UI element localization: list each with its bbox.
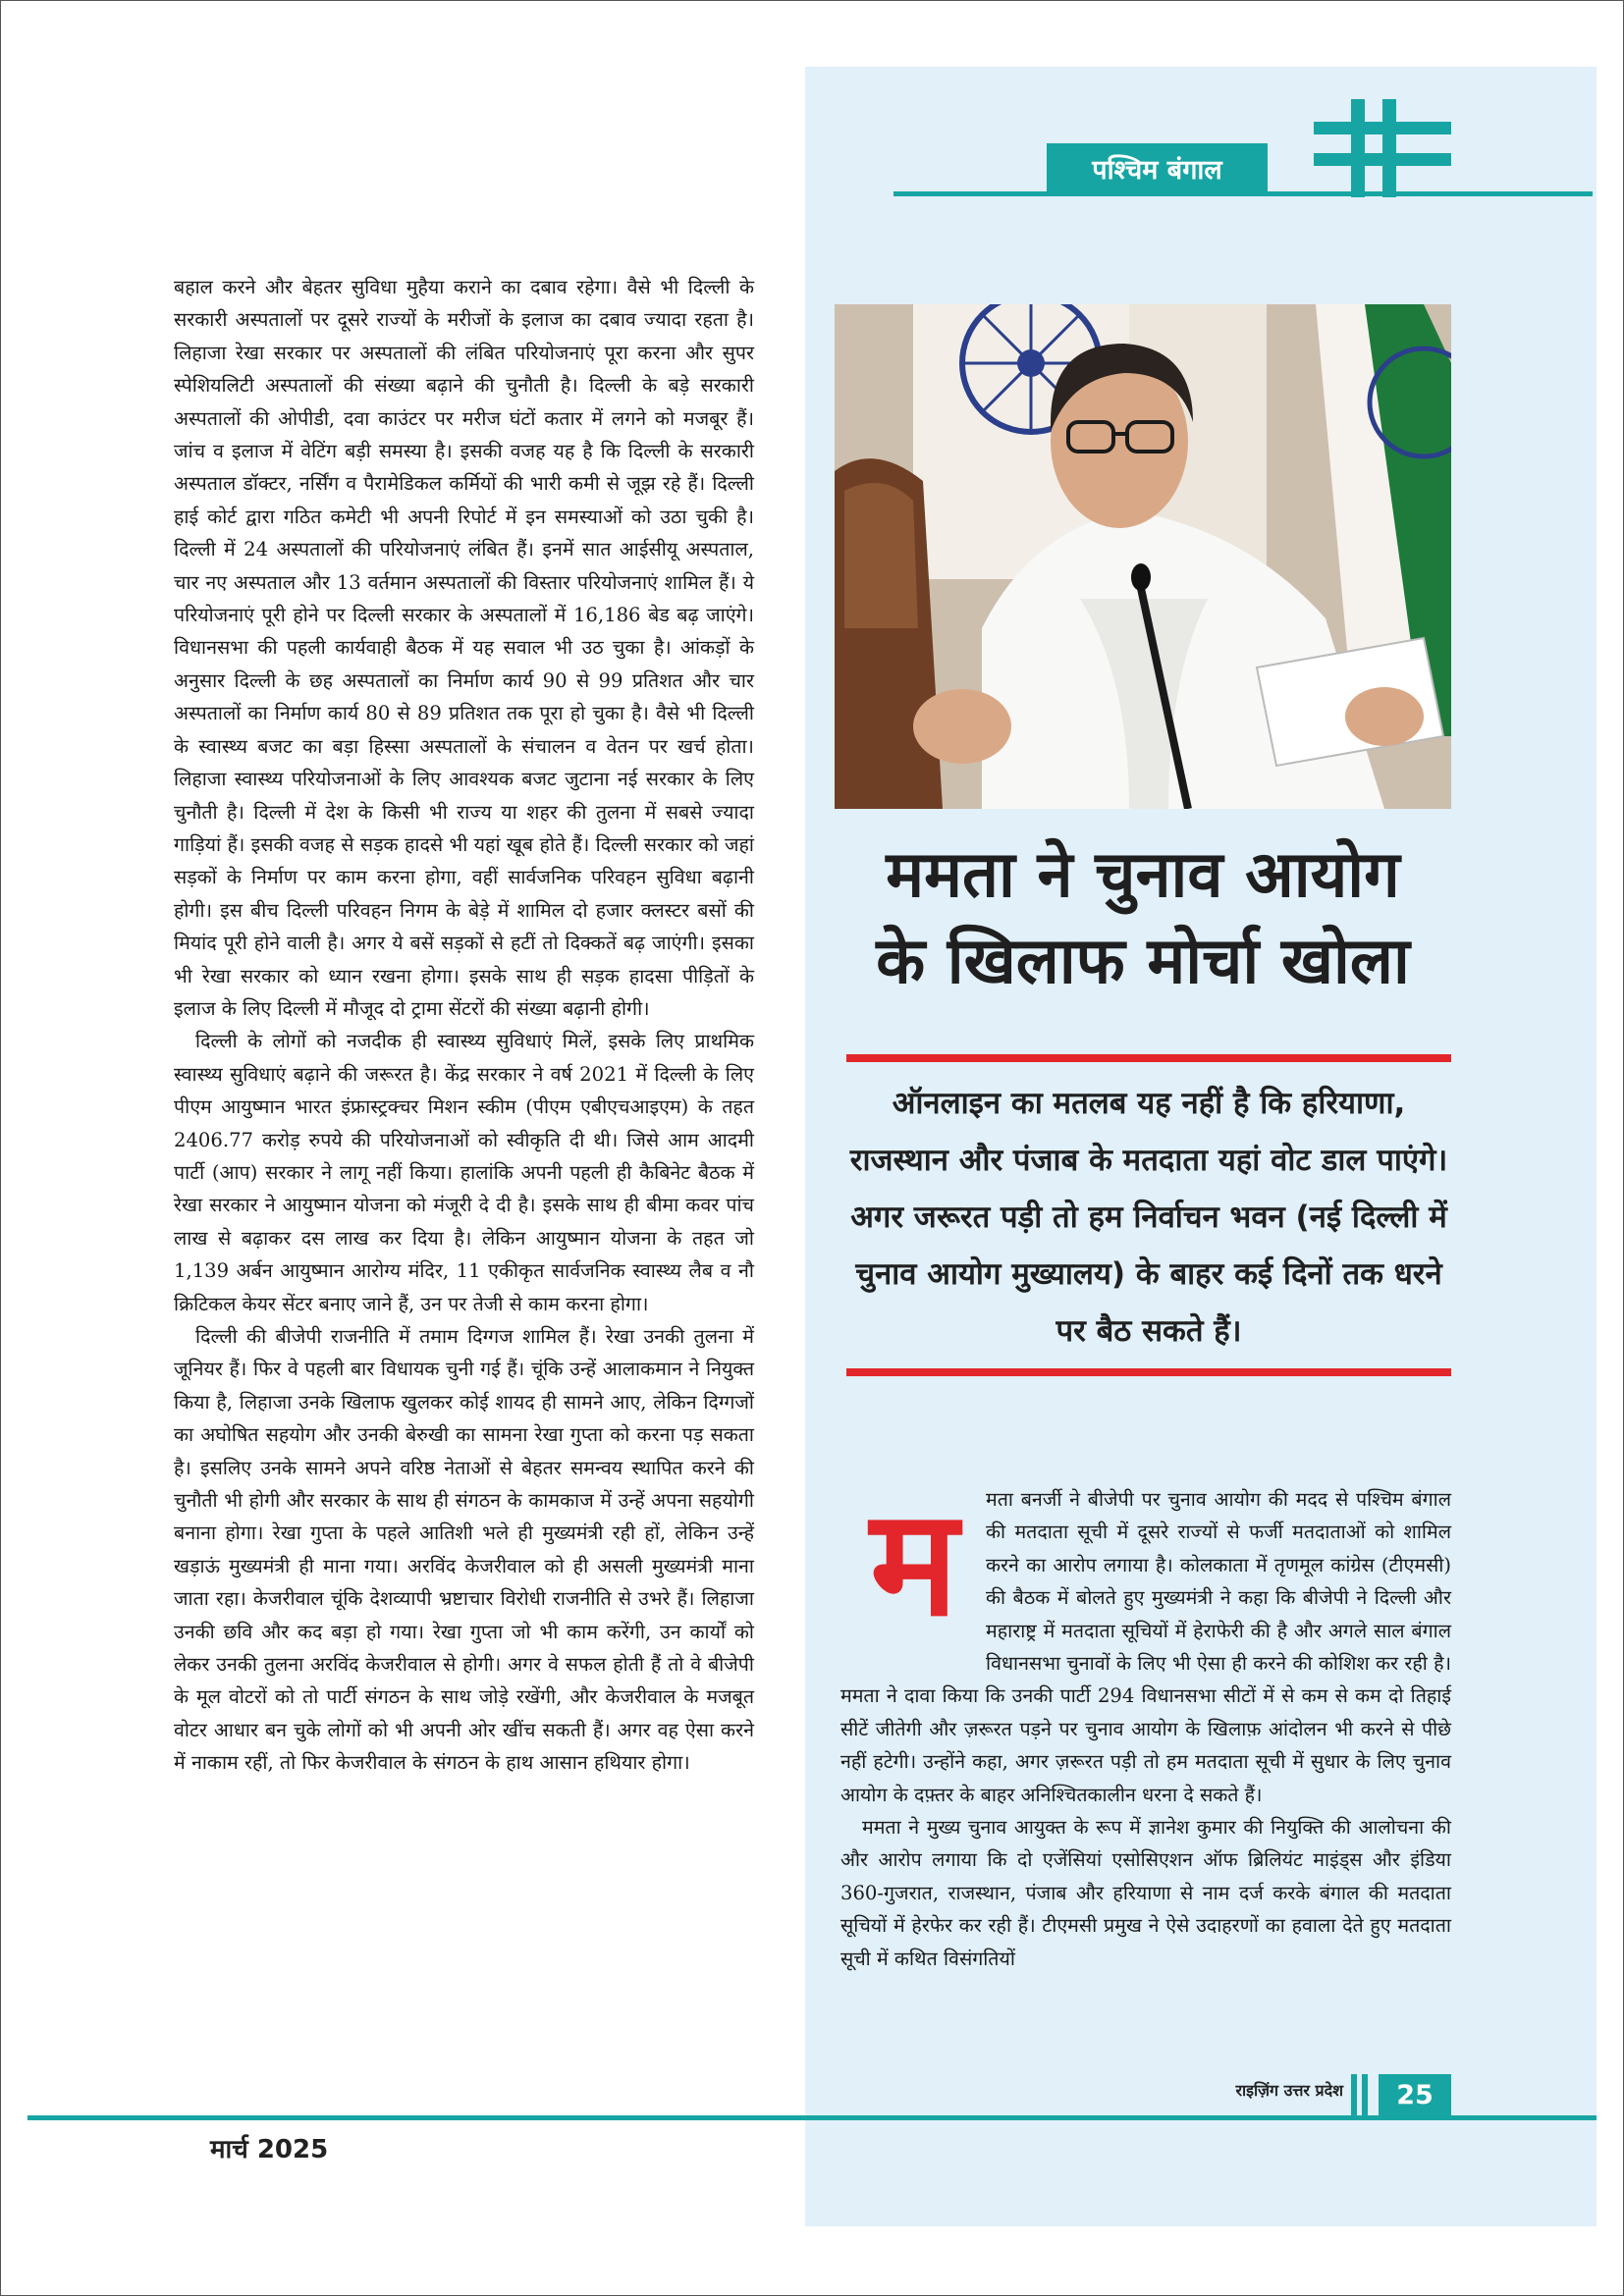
page-number-accent-bars	[1351, 2074, 1371, 2115]
article-headline	[831, 832, 1455, 1005]
left-paragraph: बहाल करने और बेहतर सुविधा मुहैया कराने का दबाव रहेगा। वैसे भी दिल्ली के सरकारी अस्पतालों पर दूसरे राज्यों के मरीजों के इलाज का दबाव ज्यादा रहता है। लिहाजा रेखा सरकार पर अस्पतालों की लंबित परियोजनाएं पूरा करना और सुपर स्पेशियलिटी अस्पतालों की संख्या बढ़ाने की चुनौती है। दिल्ली के बड़े सरकारी अस्पतालों की ओपीडी, दवा काउंटर पर मरीज घंटों कतार में लगने को मजबूर हैं। जांच व इलाज में वेटिंग बड़ी समस्या है। इसकी वजह यह है कि दिल्ली के सरकारी अस्पताल डॉक्टर, नर्सिंग व पैरामेडिकल कर्मियों की भारी कमी से जूझ रहे हैं। दिल्ली हाई कोर्ट द्वारा गठित कमेटी भी अपनी रिपोर्ट में इन समस्याओं को उठा चुकी है। दिल्ली में 24 अस्पतालों की परियोजनाएं लंबित हैं। इनमें सात आईसीयू अस्पताल, चार नए अस्पताल और 13 वर्तमान अस्पतालों की विस्तार परियोजनाएं शामिल हैं। ये परियोजनाएं पूरी होने पर दिल्ली सरकार के अस्पतालों में 16,186 बेड बढ़ जाएंगे। विधानसभा की पहली कार्यवाही बैठक में यह सवाल भी उठ चुका है। आंकड़ों के अनुसार दिल्ली के छह अस्पतालों का निर्माण कार्य 90 से 99 प्रतिशत और चार अस्पतालों का निर्माण कार्य 80 से 89 प्रतिशत तक पूरा हो चुका है। वैसे भी दिल्ली के स्वास्थ्य बजट का बड़ा हिस्सा अस्पतालों के संचालन व वेतन पर खर्च होता। लिहाजा स्वास्थ्य परियोजनाओं के लिए आवश्यक बजट जुटाना नई सरकार के लिए चुनौती है। दिल्ली में देश के किसी भी राज्य या शहर की तुलना में सबसे ज्यादा गाड़ियां हैं। इसकी वजह से सड़क हादसे भी यहां खूब होते हैं। दिल्ली सरकार को जहां सड़कों के निर्माण पर काम करना होगा, वहीं सार्वजनिक परिवहन सुविधा बढ़ानी होगी। इस बीच दिल्ली परिवहन निगम के बेड़े में शामिल दो हजार क्लस्टर बसों की मियांद पूरी होने वाली है। अगर ये बसें सड़कों से हटीं तो दिक्कतें बढ़ जाएंगी। इसका भी रेखा सरकार को ध्यान रखना होगा। इसके साथ ही सड़क हादसा पीड़ितों के इलाज के लिए दिल्ली में मौजूद दो ट्रामा सेंटरों की संख्या बढ़ानी होगी।	[174, 276, 755, 1020]
article-paragraph: ममता ने मुख्य चुनाव आयुक्त के रूप में ज्ञानेश कुमार की नियुक्ति की आलोचना की और आरोप लगाया कि दो एजेंसियां एसोसिएशन ऑफ ब्रिलियंट माइंड्स और इंडिया 360-गुजरात, राजस्थान, पंजाब और हरियाणा से नाम दर्ज करके बंगाल की मतदाता सूचियों में हेरफेर कर रही हैं। टीएमसी प्रमुख ने ऐसे उदाहरणों का हवाला देते हुए मतदाता सूची में कथित विसंगतियों	[840, 1816, 1451, 1970]
issue-date: मार्च 2025	[210, 2135, 329, 2164]
pull-quote-bottom-rule	[846, 1368, 1451, 1376]
left-paragraph: दिल्ली की बीजेपी राजनीति में तमाम दिग्गज शामिल हैं। रेखा उनकी तुलना में जूनियर हैं। फिर वे पहली बार विधायक चुनी गई हैं। चूंकि उन्हें आलाकमान ने नियुक्त किया है, लिहाजा उनके खिलाफ खुलकर कोई शायद ही सामने आए, लेकिन दिग्गजों का अघोषित सहयोग और उनकी बेरुखी का सामना रेखा गुप्ता को करना पड़ सकता है। इसलिए उनके सामने अपने वरिष्ठ नेताओं से बेहतर समन्वय स्थापित करने की चुनौती भी होगी और सरकार के साथ ही संगठन के कामकाज में उन्हें अपना सहयोगी बनाना होगा। रेखा गुप्ता के पहले आतिशी भले ही मुख्यमंत्री रही हों, लेकिन उन्हें खड़ाऊं मुख्यमंत्री ही माना गया। अरविंद केजरीवाल को ही असली मुख्यमंत्री माना जाता रहा। केजरीवाल चूंकि देशव्यापी भ्रष्टाचार विरोधी राजनीति से उभरे हैं। लिहाजा उनकी छवि और कद बड़ा हो गया। रेखा गुप्ता जो भी काम करेंगी, उन कार्यों को लेकर उनकी तुलना अरविंद केजरीवाल से होगी। अगर वे सफल होती हैं तो वे बीजेपी के मूल वोटरों को तो पार्टी संगठन के साथ जोड़े रखेंगी, और केजरीवाल के मजबूत वोटर आधार बन चुके लोगों को भी अपनी ओर खींच सकती हैं। अगर वह ऐसा करने में नाकाम रहीं, तो फिर केजरीवाल के संगठन के हाथ आसान हथियार होगा।	[174, 1325, 754, 1775]
pull-quote: ऑनलाइन का मतलब यह नहीं है कि हरियाणा, राजस्थान और पंजाब के मतदाता यहां वोट डाल पाएंगे। अगर जरूरत पड़ी तो हम निर्वाचन भवन (नई दिल्ली में चुनाव आयोग मुख्यालय) के बाहर कई दिनों तक धरने पर बैठ सकते हैं।	[849, 1086, 1448, 1349]
left-column-article	[174, 271, 754, 1780]
hash-icon	[1314, 94, 1451, 202]
right-column-article	[840, 1483, 1451, 1975]
footer-rule	[27, 2115, 1597, 2120]
headline-line-2: के खिलाफ मोर्चा खोला	[876, 925, 1410, 998]
page-number: 25	[1379, 2074, 1451, 2115]
section-label: पश्चिम बंगाल	[1047, 143, 1268, 192]
pull-quote-top-rule	[846, 1054, 1451, 1062]
mamata-banerjee-photo	[835, 304, 1451, 809]
left-paragraph: दिल्ली के लोगों को नजदीक ही स्वास्थ्य सुविधाएं मिलें, इसके लिए प्राथमिक स्वास्थ्य सुविधाएं बढ़ाने की जरूरत है। केंद्र सरकार ने वर्ष 2021 में दिल्ली के लिए पीएम आयुष्मान भारत इंफ्रास्ट्रक्चर मिशन स्कीम (पीएम एबीएचआइएम) के तहत 2406.77 करोड़ रुपये की परियोजनाओं को स्वीकृति दी थी। जिसे आम आदमी पार्टी (आप) सरकार ने लागू नहीं किया। हालांकि अपनी पहली ही कैबिनेट बैठक में रेखा सरकार ने आयुष्मान योजना को मंजूरी दे दी है। इसके साथ ही बीमा कवर पांच लाख से बढ़ाकर दस लाख कर दिया है। लेकिन आयुष्मान योजना के तहत जो 1,139 अर्बन आयुष्मान आरोग्य मंदिर, 11 एकीकृत सार्वजनिक स्वास्थ्य लैब व नौ क्रिटिकल केयर सेंटर बनाए जाने हैं, उन पर तेजी से काम करना होगा।	[174, 1030, 754, 1315]
headline-line-1: ममता ने चुनाव आयोग	[886, 838, 1400, 912]
drop-cap: म	[870, 1478, 958, 1649]
drop-cap-spacer	[840, 1483, 986, 1680]
article-paragraph: मता बनर्जी ने बीजेपी पर चुनाव आयोग की मदद से पश्चिम बंगाल की मतदाता सूची में दूसरे राज्यों से फर्जी मतदाताओं को शामिल करने का आरोप लगाया है। कोलकाता में तृणमूल कांग्रेस (टीएमसी) की बैठक में बोलते हुए मुख्यमंत्री ने कहा कि बीजेपी ने दिल्ली और महाराष्ट्र में मतदाता सूचियों में हेराफेरी की है और अगले साल बंगाल विधानसभा चुनावों के लिए भी ऐसा ही करने की कोशिश कर रही है। ममता ने दावा किया कि उनकी पार्टी 294 विधानसभा सीटों में से कम से कम दो तिहाई सीटें जीतेगी और ज़रूरत पड़ने पर चुनाव आयोग के खिलाफ़ आंदोलन भी करने से पीछे नहीं हटेगी। उन्होंने कहा, अगर ज़रूरत पड़ी तो हम मतदाता सूची में सुधार के लिए चुनाव आयोग के दफ़्तर के बाहर अनिश्चितकालीन धरना दे सकते हैं।	[840, 1488, 1451, 1806]
magazine-name: राइज़िंग उत्तर प्रदेश	[1235, 2081, 1343, 2100]
